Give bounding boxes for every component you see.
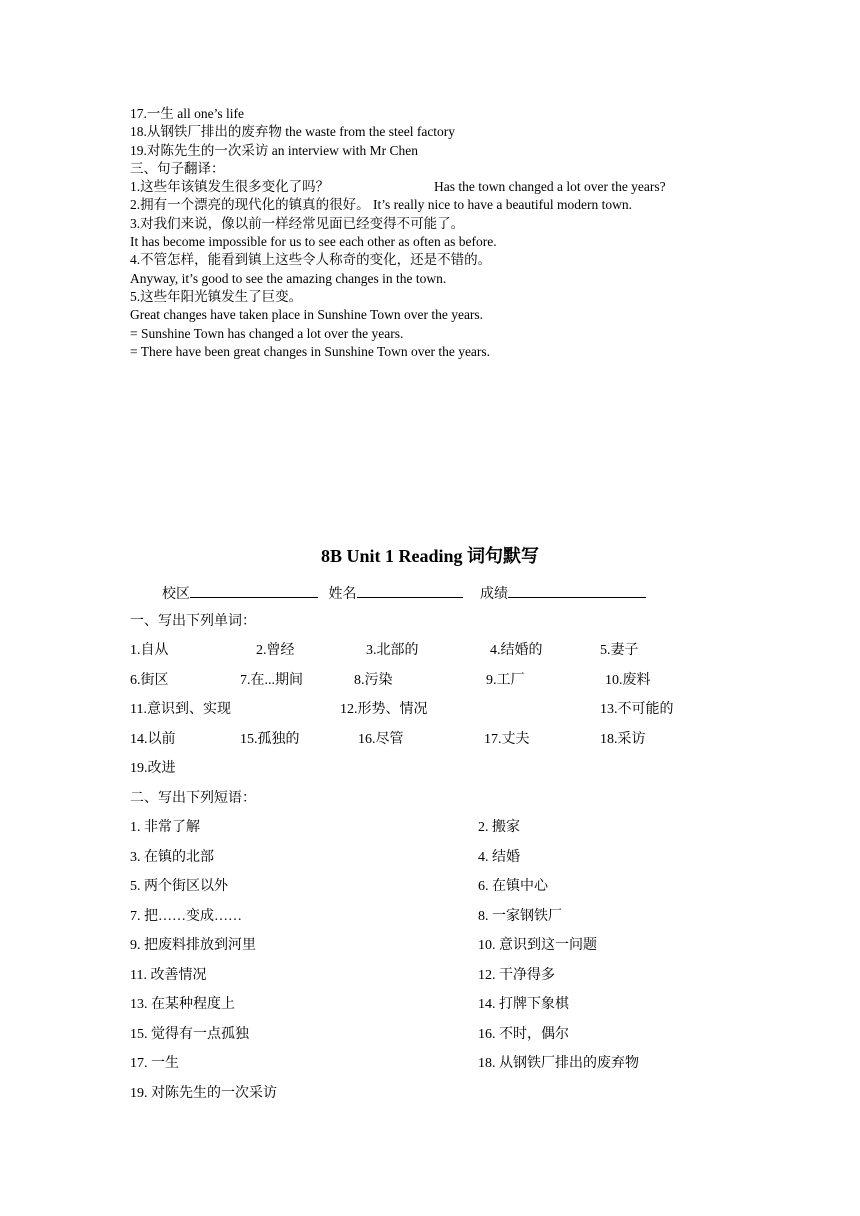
score-label: 成绩 [480, 587, 508, 602]
vocab-item: 11.意识到、实现 [130, 702, 231, 717]
student-info-line [162, 582, 646, 605]
vocab-item: 7.在...期间 [240, 673, 303, 688]
phrase-item: 12. 干净得多 [478, 968, 555, 983]
phrase-item: 4. 结婚 [478, 850, 520, 865]
text-line: 3.对我们来说，像以前一样经常见面已经变得不可能了。 [130, 215, 465, 231]
phrase-item: 16. 不时，偶尔 [478, 1027, 569, 1042]
vocab-item: 15.孤独的 [240, 732, 300, 747]
phrase-item: 11. 改善情况 [130, 968, 207, 983]
section-heading: 三、句子翻译： [130, 160, 225, 176]
translation-text: Has the town changed a lot over the years? [434, 179, 666, 195]
campus-label: 校区 [162, 587, 190, 602]
text-line: = Sunshine Town has changed a lot over the years. [130, 325, 404, 341]
phrase-item: 8. 一家钢铁厂 [478, 909, 562, 924]
vocab-item: 16.尽管 [358, 732, 404, 747]
phrase-item: 13. 在某种程度上 [130, 997, 235, 1012]
text-line: It has become impossible for us to see each other as often as before. [130, 234, 497, 250]
worksheet-title: 8B Unit 1 Reading 词句默写 [320, 546, 540, 566]
vocab-item: 14.以前 [130, 732, 176, 747]
text-line: Great changes have taken place in Sunshine Town over the years. [130, 307, 484, 323]
vocab-item: 6.街区 [130, 673, 169, 688]
section-heading: 一、写出下列单词： [130, 614, 256, 629]
phrase-item: 14. 打牌下象棋 [478, 997, 569, 1012]
name-label: 姓名 [328, 587, 357, 602]
text-line: 2.拥有一个漂亮的现代化的镇真的很好。 It’s really nice to have a beautiful modern town. [130, 197, 633, 213]
text-line: Anyway, it’s good to see the amazing changes in the town. [130, 270, 447, 286]
phrase-item: 18. 从钢铁厂排出的废弃物 [478, 1056, 639, 1071]
phrase-item: 2. 搬家 [478, 820, 520, 835]
phrase-item: 17. 一生 [130, 1056, 179, 1071]
vocab-item: 5.妻子 [600, 643, 639, 658]
section-heading: 二、写出下列短语： [130, 791, 256, 806]
vocab-item: 13.不可能的 [600, 702, 674, 717]
vocab-item: 1.自从 [130, 643, 169, 658]
phrase-item: 9. 把废料排放到河里 [130, 938, 256, 953]
text-line: 19.对陈先生的一次采访 an interview with Mr Chen [130, 142, 418, 158]
vocab-item: 2.曾经 [256, 643, 295, 658]
vocab-item: 3.北部的 [366, 643, 419, 658]
text-line: 4.不管怎样，能看到镇上这些令人称奇的变化，还是不错的。 [130, 252, 492, 268]
previous-section-lines [130, 105, 770, 361]
name-blank[interactable] [357, 582, 463, 598]
vocab-item: 12.形势、情况 [340, 702, 428, 717]
phrase-item: 10. 意识到这一问题 [478, 938, 597, 953]
score-blank[interactable] [508, 582, 646, 598]
phrase-item: 5. 两个街区以外 [130, 879, 228, 894]
phrase-item: 3. 在镇的北部 [130, 850, 214, 865]
phrase-item: 7. 把……变成…… [130, 909, 242, 924]
vocab-item: 9.工厂 [486, 673, 525, 688]
text-line: = There have been great changes in Sunshine Town over the years. [130, 343, 491, 359]
text-line: 1.这些年该镇发生很多变化了吗？ Has the town changed a lot over the years? [130, 178, 770, 196]
vocab-item: 18.采访 [600, 732, 646, 747]
text-line: 18.从钢铁厂排出的废弃物 the waste from the steel factory [130, 124, 456, 140]
vocab-item: 10.废料 [605, 673, 651, 688]
vocab-item: 19.改进 [130, 761, 176, 776]
vocab-item: 17.丈夫 [484, 732, 530, 747]
text-line: 5.这些年阳光镇发生了巨变。 [130, 288, 303, 304]
text-line: 17.一生 all one’s life [130, 106, 244, 121]
campus-blank[interactable] [190, 582, 318, 598]
phrase-item: 19. 对陈先生的一次采访 [130, 1086, 277, 1101]
vocab-item: 4.结婚的 [490, 643, 543, 658]
phrase-item: 6. 在镇中心 [478, 879, 548, 894]
phrase-item: 15. 觉得有一点孤独 [130, 1027, 249, 1042]
vocab-item: 8.污染 [354, 673, 393, 688]
phrase-item: 1. 非常了解 [130, 820, 200, 835]
